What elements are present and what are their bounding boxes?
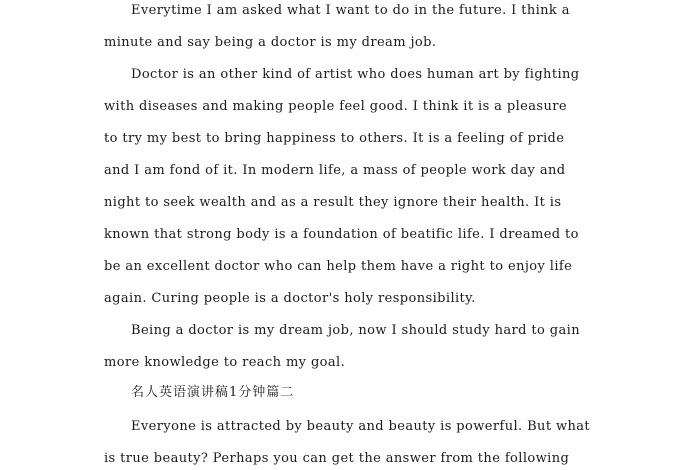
paragraph-1-line-1: Everytime I am asked what I want to do in the future. I think a [131, 3, 570, 18]
paragraph-2-line-7: be an excellent doctor who can help them have a right to enjoy life [104, 259, 573, 274]
paragraph-2-line-2: with diseases and making people feel good. I think it is a pleasure [104, 99, 567, 114]
paragraph-3-line-1: Being a doctor is my dream job, now I should study hard to gain [131, 323, 581, 338]
paragraph-2-line-4: and I am fond of it. In modern life, a mass of people work day and [104, 163, 566, 178]
paragraph-1-line-2: minute and say being a doctor is my dream job. [104, 35, 437, 50]
section-heading: 名人英语演讲稿1分钟篇二 [131, 385, 295, 400]
paragraph-2-line-3: to try my best to bring happiness to others. It is a feeling of pride [104, 131, 565, 146]
paragraph-2-line-1: Doctor is an other kind of artist who does human art by fighting [131, 67, 580, 82]
paragraph-4-line-1: Everyone is attracted by beauty and beauty is powerful. But what [131, 419, 591, 434]
paragraph-2-line-6: known that strong body is a foundation of beatific life. I dreamed to [104, 227, 579, 242]
paragraph-4-line-2: is true beauty? Perhaps you can get the answer from the following [104, 451, 570, 466]
paragraph-3-line-2: more knowledge to reach my goal. [104, 355, 346, 370]
paragraph-2-line-8: again. Curing people is a doctor's holy responsibility. [104, 291, 476, 306]
paragraph-2-line-5: night to seek wealth and as a result they ignore their health. It is [104, 195, 562, 210]
